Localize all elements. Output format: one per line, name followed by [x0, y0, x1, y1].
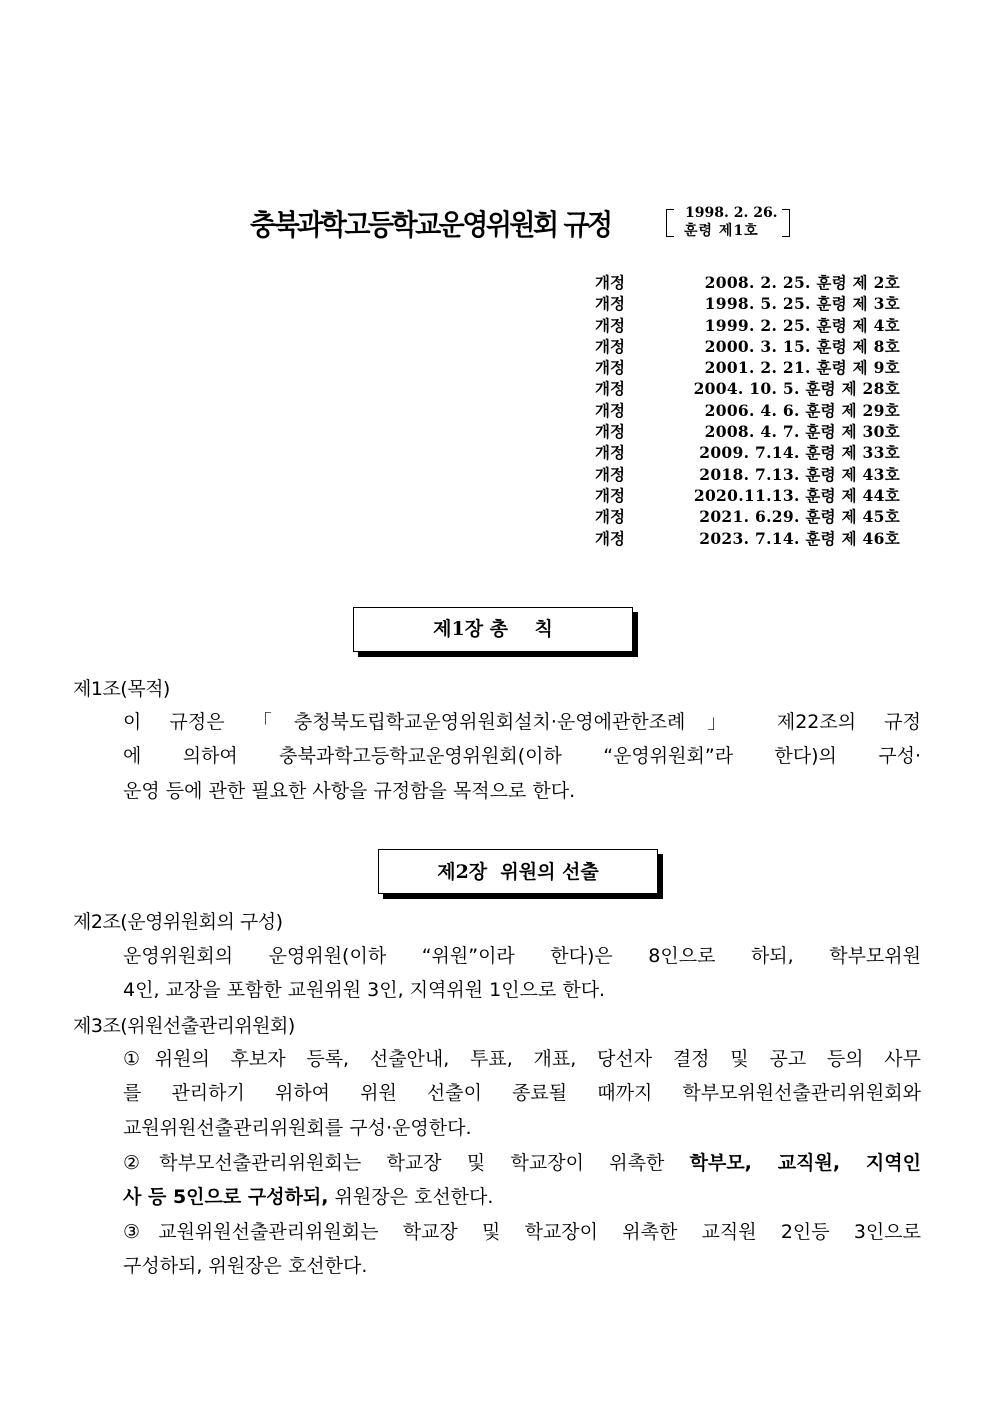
right-bracket — [782, 209, 790, 237]
text-line: 운영위원회의 운영위원(이하 “위원”이라 한다)은 8인으로 하되, 학부모위원 — [123, 945, 921, 967]
document-title: 충북과학고등학교운영위원회 규정 — [250, 209, 611, 242]
text-run: 위원장은 호선한다. — [328, 1186, 494, 1208]
amendment-item: 개정 2008. 2. 25. 훈령 제 2호 — [595, 273, 900, 292]
article-3-heading: 제3조(위원선출관리위원회) — [73, 1015, 295, 1037]
chapter-1-heading: 제1장 총 칙 — [353, 607, 633, 652]
text-line: 4인, 교장을 포함한 교원위원 3인, 지역위원 1인으로 한다. — [123, 979, 606, 1001]
left-bracket — [666, 209, 674, 237]
bold-text-run: 학부모, 교직원, 지역인 — [689, 1152, 921, 1174]
text-line: 구성하되, 위원장은 호선한다. — [123, 1255, 368, 1277]
text-line: 운영 등에 관한 필요한 사항을 규정함을 목적으로 한다. — [123, 780, 576, 802]
amendment-item: 개정 1999. 2. 25. 훈령 제 4호 — [595, 315, 900, 335]
amendment-item: 개정 2001. 2. 21. 훈령 제 9호 — [595, 358, 900, 378]
article-2-heading: 제2조(운영위원회의 구성) — [73, 911, 283, 933]
text-run: ②학부모선출관리위원회는 학교장 및 학교장이 위촉한 — [123, 1152, 690, 1174]
text-line: 교원위원선출관리위원회를 구성·운영한다. — [123, 1117, 472, 1139]
amendment-item: 개정 2023. 7.14. 훈령 제 46호 — [595, 528, 900, 548]
amendment-item: 개정 2009. 7.14. 훈령 제 33호 — [595, 443, 900, 463]
text-line: 이 규정은 「충청북도립학교운영위원회설치·운영에관한조례」 제22조의 규정 — [123, 711, 921, 733]
text-line — [123, 1182, 921, 1209]
amendment-item: 개정 2021. 6.29. 훈령 제 45호 — [595, 507, 900, 527]
bold-text-run: 사 등 5인으로 구성하되, — [123, 1186, 329, 1208]
amendment-item: 개정 2018. 7.13. 훈령 제 43호 — [595, 464, 900, 484]
enactment-date: 1998. 2. 26. — [685, 205, 778, 221]
text-line: 를 관리하기 위하여 위원 선출이 종료될 때까지 학부모위원선출관리위원회와 — [123, 1082, 921, 1104]
amendment-item: 개정 2004. 10. 5. 훈령 제 28호 — [595, 379, 900, 399]
amendment-item: 개정 1998. 5. 25. 훈령 제 3호 — [595, 294, 900, 314]
amendment-item: 개정 2000. 3. 15. 훈령 제 8호 — [595, 336, 900, 356]
article-1-heading: 제1조(목적) — [73, 678, 170, 700]
amendment-item: 개정 2006. 4. 6. 훈령 제 29호 — [595, 400, 900, 420]
amendment-item: 개정 2008. 4. 7. 훈령 제 30호 — [595, 422, 900, 442]
text-line: 에 의하여 충북과학고등학교운영위원회(이하 “운영위원회”라 한다)의 구성· — [123, 745, 921, 767]
text-line: ③교원위원선출관리위원회는 학교장 및 학교장이 위촉한 교직원 2인등 3인으로 — [123, 1221, 921, 1243]
text-line — [123, 1148, 921, 1175]
text-line: ①위원의 후보자 등록, 선출안내, 투표, 개표, 당선자 결정 및 공고 등의 사무 — [123, 1048, 921, 1070]
amendment-item: 개정 2020.11.13. 훈령 제 44호 — [595, 485, 900, 505]
amendment-history — [595, 272, 900, 549]
enactment-info — [666, 205, 790, 243]
enactment-number: 훈령 제1호 — [684, 223, 759, 239]
chapter-2-heading: 제2장 위원의 선출 — [378, 849, 658, 894]
